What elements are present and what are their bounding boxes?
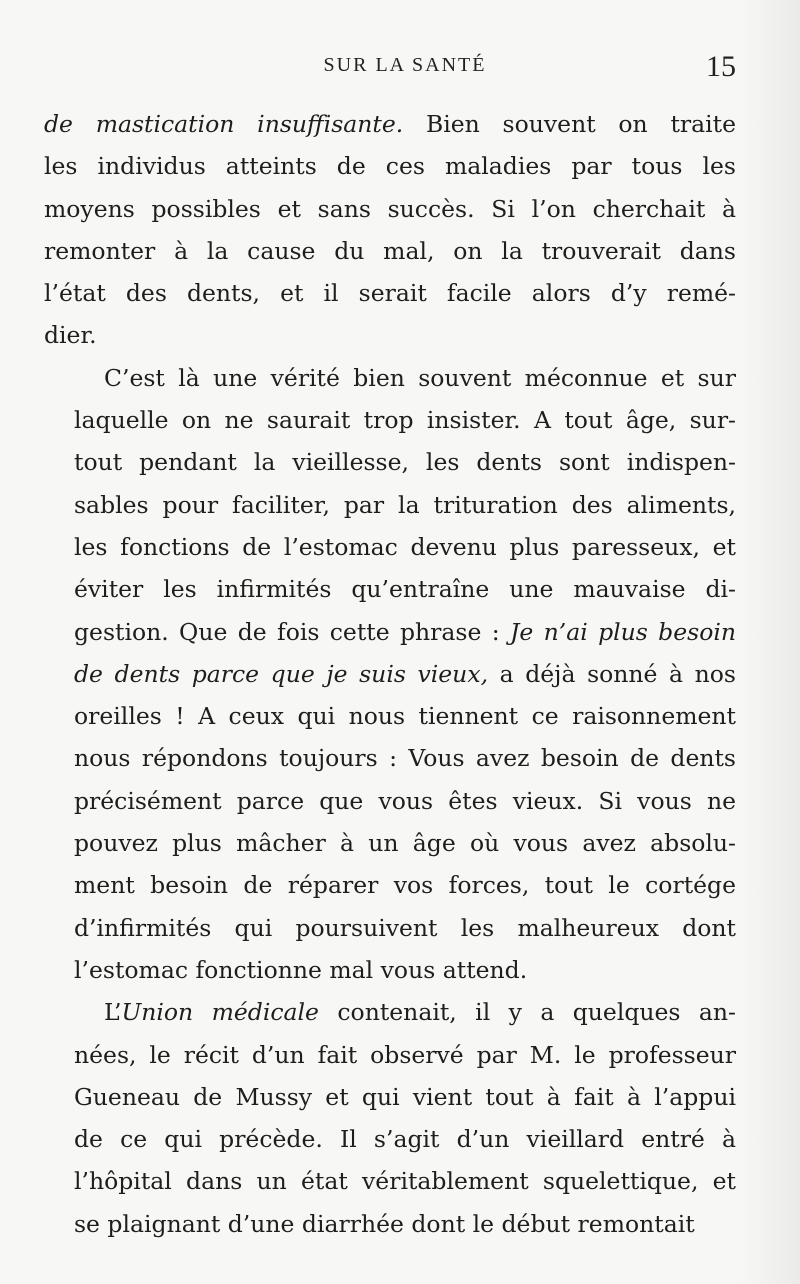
italic-text: Union médicale bbox=[121, 998, 319, 1027]
text-line bbox=[44, 1160, 736, 1202]
text-line bbox=[44, 1203, 736, 1245]
text-run: les individus atteints de ces maladies par tous les bbox=[44, 152, 736, 181]
text-line bbox=[44, 526, 736, 568]
running-title: SUR LA SANTÉ bbox=[323, 54, 487, 76]
text-line bbox=[44, 484, 736, 526]
text-line bbox=[44, 314, 736, 356]
running-head bbox=[44, 50, 736, 90]
text-line bbox=[44, 1076, 736, 1118]
text-run: les fonctions de l’estomac devenu plus paresseux, et bbox=[74, 532, 736, 561]
text-run: dier. bbox=[44, 321, 97, 350]
paragraph bbox=[44, 357, 736, 991]
text-run: précisément parce que vous êtes vieux. Si vous ne bbox=[74, 786, 736, 815]
text-line bbox=[44, 145, 736, 187]
italic-text: Je n’ai plus besoin bbox=[509, 617, 736, 646]
text-line bbox=[44, 399, 736, 441]
text-line bbox=[44, 991, 736, 1033]
text-run: Bien souvent on traite bbox=[403, 110, 736, 138]
text-run: C’est là une vérité bien souvent méconnue et sur bbox=[104, 363, 736, 392]
text-run: a déjà sonné à nos bbox=[488, 659, 736, 688]
text-run: ment besoin de réparer vos forces, tout le cortége bbox=[74, 871, 736, 900]
text-line bbox=[44, 949, 736, 991]
text-run: l’estomac fonctionne mal vous attend. bbox=[74, 955, 528, 984]
italic-text: de mastication insuffisante. bbox=[44, 110, 404, 138]
text-run: d’infirmités qui poursuivent les malheureux dont bbox=[74, 913, 736, 942]
text-line bbox=[44, 822, 736, 864]
text-run: moyens possibles et sans succès. Si l’on cherchait à bbox=[44, 194, 736, 223]
text-run: de ce qui précède. Il s’agit d’un vieillard entré à bbox=[74, 1125, 736, 1154]
text-line bbox=[44, 1118, 736, 1160]
text-line bbox=[44, 864, 736, 906]
text-run: l’hôpital dans un état véritablement squelettique, et bbox=[74, 1167, 736, 1196]
text-run: nous répondons toujours : Vous avez besoin de dents bbox=[74, 744, 736, 773]
text-line bbox=[44, 103, 736, 145]
text-line bbox=[44, 441, 736, 483]
text-line bbox=[44, 737, 736, 779]
text-line bbox=[44, 611, 736, 653]
text-run: sables pour faciliter, par la trituration des aliments, bbox=[74, 490, 736, 519]
text-line bbox=[44, 907, 736, 949]
text-run: l’état des dents, et il serait facile alors d’y remé- bbox=[44, 279, 736, 308]
page-number: 15 bbox=[706, 50, 736, 83]
text-run: éviter les infirmités qu’entraîne une mauvaise di- bbox=[74, 575, 736, 604]
paragraph bbox=[44, 991, 736, 1245]
text-run: remonter à la cause du mal, on la trouverait dans bbox=[44, 236, 736, 265]
text-line bbox=[44, 780, 736, 822]
text-run: laquelle on ne saurait trop insister. A tout âge, sur- bbox=[74, 406, 736, 435]
text-line bbox=[44, 272, 736, 314]
text-line bbox=[44, 357, 736, 399]
text-run: oreilles ! A ceux qui nous tiennent ce raisonnement bbox=[74, 702, 736, 731]
text-run: tout pendant la vieillesse, les dents sont indispen- bbox=[74, 448, 736, 477]
text-line bbox=[44, 568, 736, 610]
page-edge-shading bbox=[740, 0, 800, 1284]
text-line bbox=[44, 230, 736, 272]
text-run: se plaignant d’une diarrhée dont le début remontait bbox=[74, 1209, 695, 1238]
text-run: L’ bbox=[104, 998, 122, 1027]
body-text bbox=[44, 103, 736, 1245]
text-run: contenait, il y a quelques an- bbox=[318, 998, 737, 1027]
text-line bbox=[44, 1034, 736, 1076]
text-run: pouvez plus mâcher à un âge où vous avez absolu- bbox=[74, 829, 736, 858]
text-run: gestion. Que de fois cette phrase : bbox=[74, 617, 510, 646]
text-line bbox=[44, 188, 736, 230]
text-run: Gueneau de Mussy et qui vient tout à fait à l’appui bbox=[74, 1082, 736, 1111]
italic-text: de dents parce que je suis vieux, bbox=[74, 659, 489, 688]
text-line bbox=[44, 695, 736, 737]
text-line bbox=[44, 653, 736, 695]
text-run: nées, le récit d’un fait observé par M. le professeur bbox=[74, 1040, 736, 1069]
paragraph bbox=[44, 103, 736, 357]
